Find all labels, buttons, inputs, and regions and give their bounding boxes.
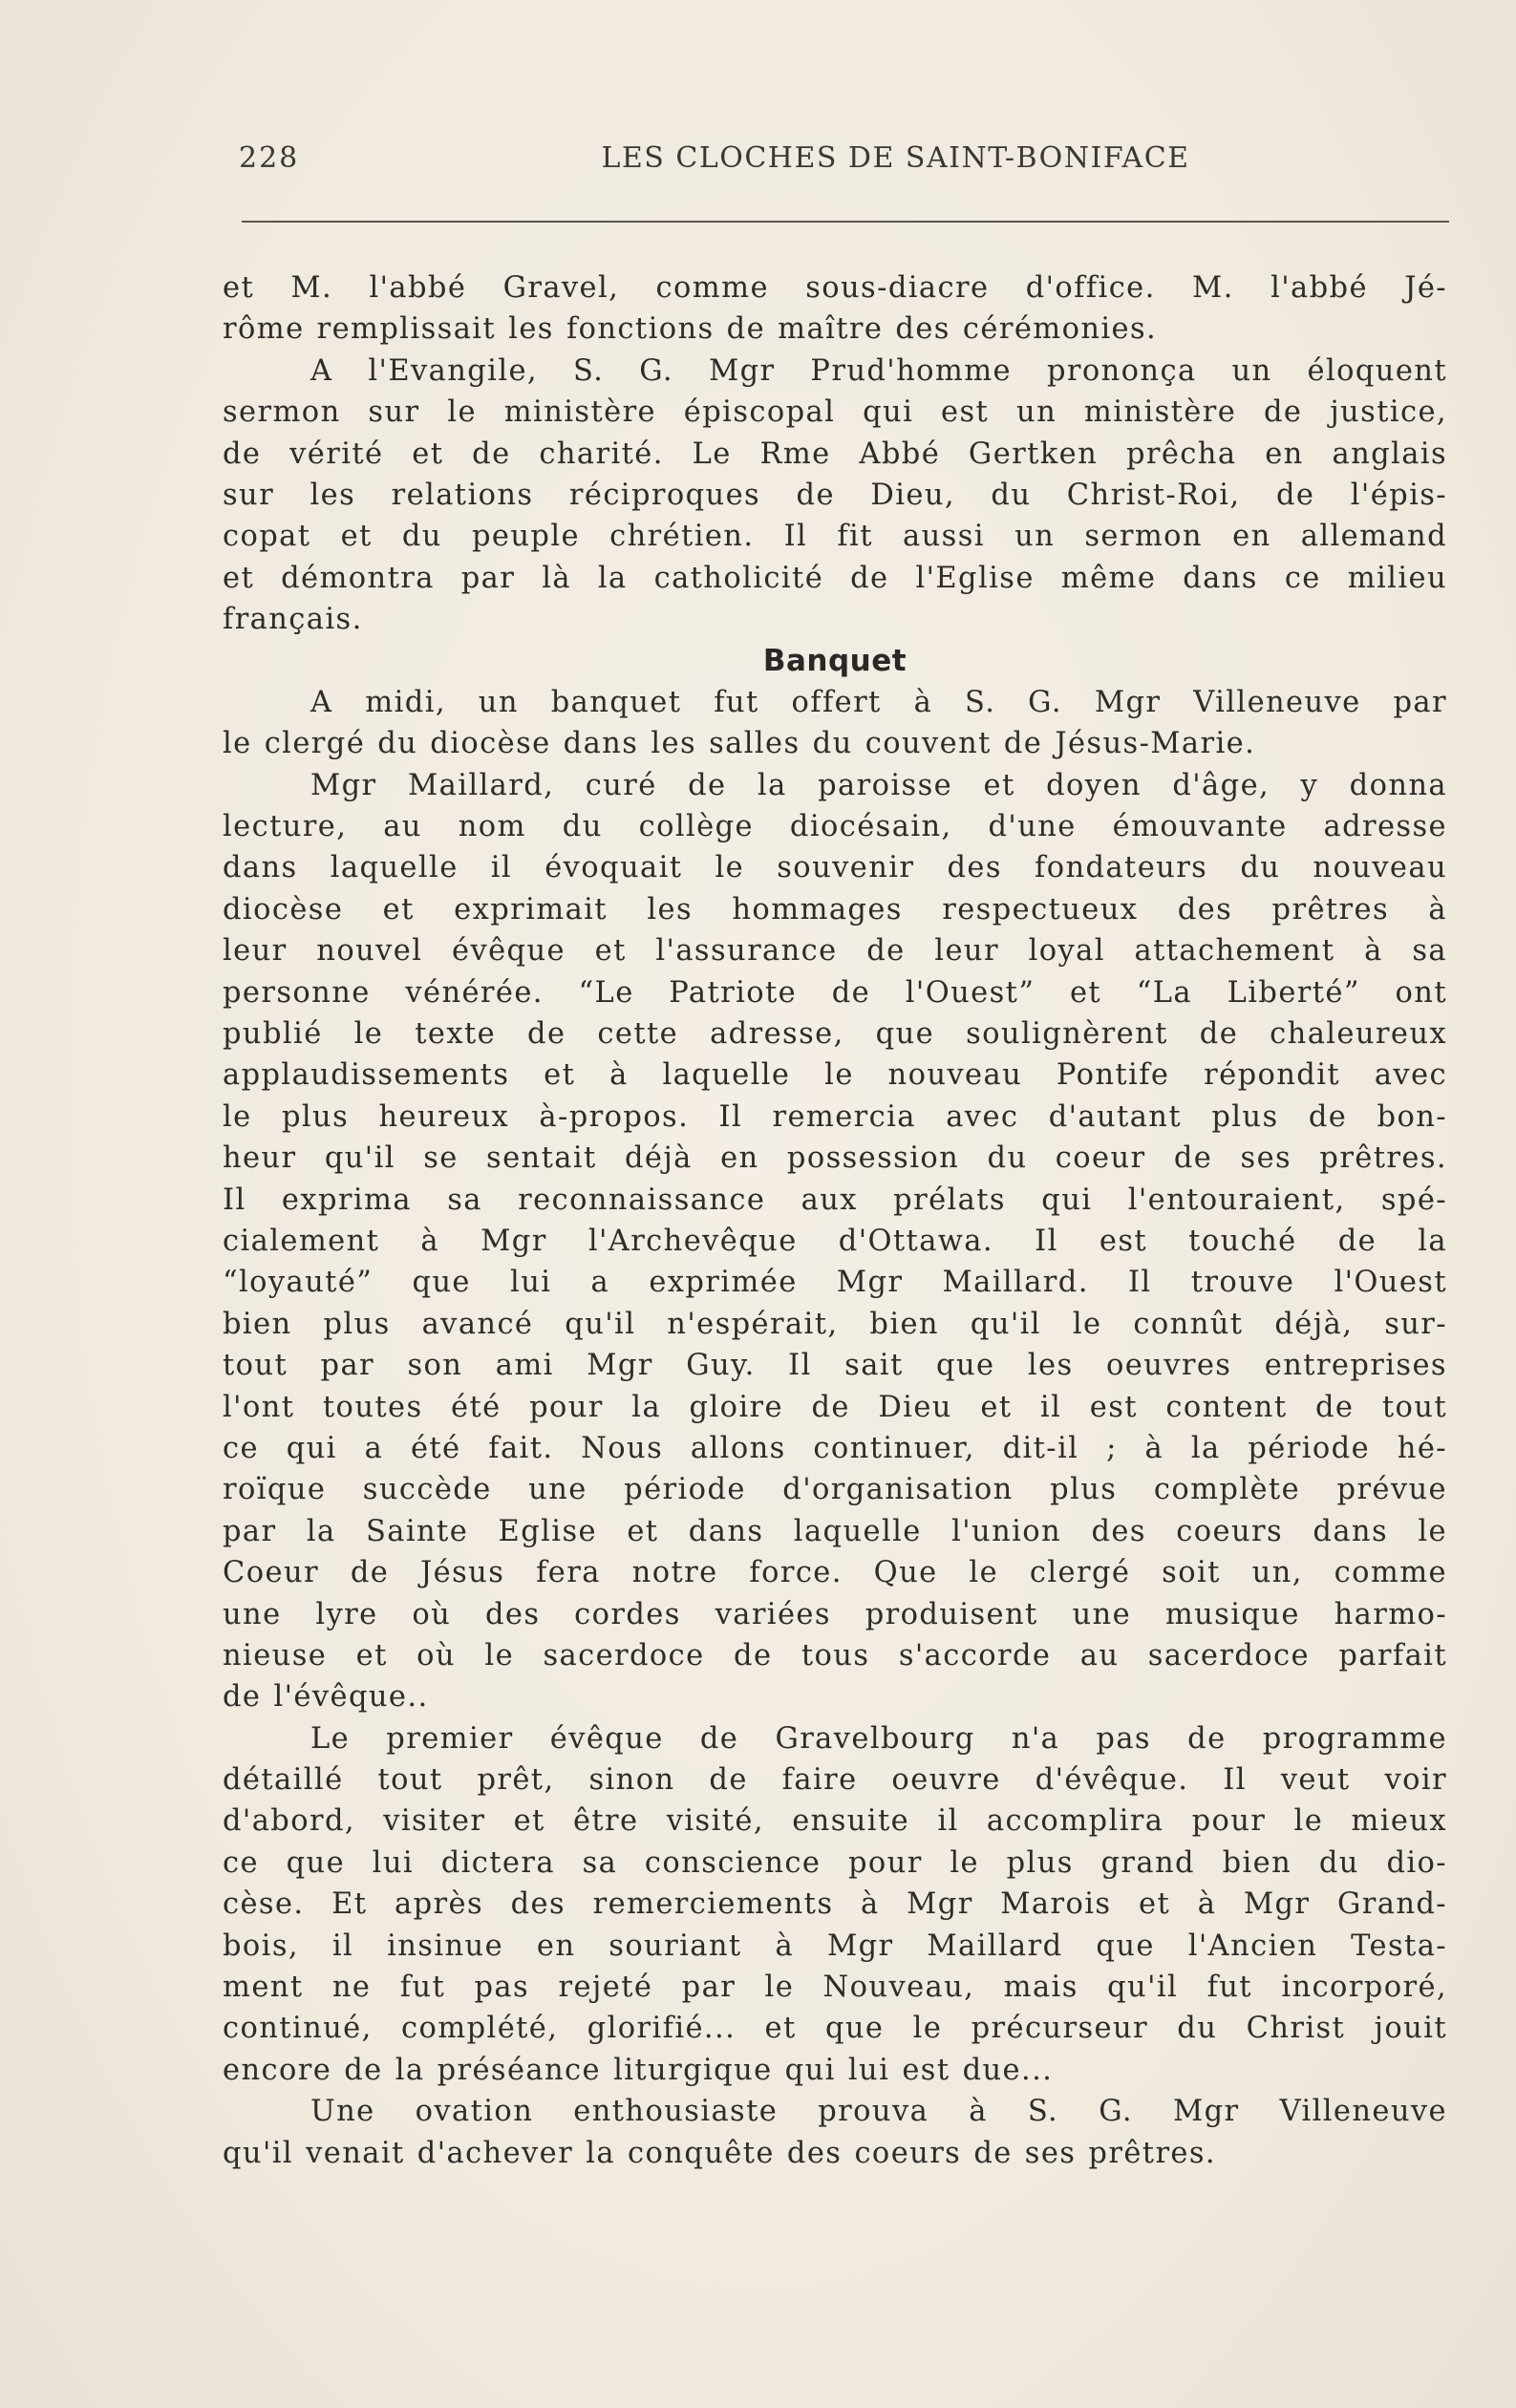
text-line: A l'Evangile, S. G. Mgr Prud'homme prononça un éloquent: [310, 353, 1447, 388]
text-line: l'ont toutes été pour la gloire de Dieu et il est content de tout: [223, 1390, 1447, 1424]
text-line: d'abord, visiter et être visité, ensuite il accomplira pour le mieux: [223, 1804, 1447, 1839]
text-line: “loyauté” que lui a exprimée Mgr Maillard. Il trouve l'Ouest: [223, 1266, 1447, 1300]
text-line: et M. l'abbé Gravel, comme sous-diacre d'office. M. l'abbé Jé-: [223, 271, 1447, 305]
text-line: bien plus avancé qu'il n'espérait, bien qu'il le connût déjà, sur-: [223, 1307, 1447, 1341]
header-rule: [242, 221, 1449, 223]
text-line: rôme remplissait les fonctions de maître des cérémonies.: [223, 312, 1158, 347]
text-line: ce que lui dictera sa conscience pour le plus grand bien du dio-: [223, 1845, 1447, 1880]
text-line: tout par son ami Mgr Guy. Il sait que les oeuvres entreprises: [223, 1349, 1447, 1383]
page-header: [239, 141, 1447, 185]
text-line: diocèse et exprimait les hommages respectueux des prêtres à: [223, 892, 1447, 927]
text-line: le plus heureux à-propos. Il remercia avec d'autant plus de bon-: [223, 1099, 1447, 1134]
text-line: roïque succède une période d'organisation plus complète prévue: [223, 1473, 1447, 1507]
paragraph: [223, 267, 1447, 351]
text-line: encore de la préséance liturgique qui lui est due...: [223, 2053, 1054, 2087]
text-line: lecture, au nom du collège diocésain, d'une émouvante adresse: [223, 810, 1447, 844]
paragraph: [223, 351, 1447, 641]
text-line: dans laquelle il évoquait le souvenir des fondateurs du nouveau: [223, 851, 1447, 885]
text-line: et démontra par là la catholicité de l'Eglise même dans ce milieu: [223, 561, 1447, 595]
text-line: continué, complété, glorifié... et que le précurseur du Christ jouit: [223, 2012, 1447, 2046]
text-line: Le premier évêque de Gravelbourg n'a pas de programme: [310, 1721, 1447, 1756]
text-line: détaillé tout prêt, sinon de faire oeuvre d'évêque. Il veut voir: [223, 1763, 1447, 1798]
text-line: de l'évêque..: [223, 1680, 429, 1715]
text-line: Mgr Maillard, curé de la paroisse et doyen d'âge, y donna: [310, 768, 1447, 802]
paragraph: [223, 2091, 1447, 2174]
body-text: [223, 267, 1447, 2174]
text-line: leur nouvel évêque et l'assurance de leur loyal attachement à sa: [223, 934, 1447, 969]
text-line: personne vénérée. “Le Patriote de l'Ouest” et “La Liberté” ont: [223, 975, 1447, 1010]
paragraph: [223, 682, 1447, 765]
text-line: applaudissements et à laquelle le nouveau Pontife répondit avec: [223, 1058, 1447, 1093]
text-line: heur qu'il se sentait déjà en possession du coeur de ses prêtres.: [223, 1141, 1447, 1176]
text-line: par la Sainte Eglise et dans laquelle l'union des coeurs dans le: [223, 1514, 1447, 1548]
section-heading: Banquet: [762, 643, 907, 678]
running-title: LES CLOCHES DE SAINT-BONIFACE: [601, 141, 1190, 175]
text-line: nieuse et où le sacerdoce de tous s'accorde au sacerdoce parfait: [223, 1638, 1447, 1673]
text-line: de vérité et de charité. Le Rme Abbé Gertken prêcha en anglais: [223, 437, 1447, 471]
paragraph: [223, 1718, 1447, 2092]
text-line: publié le texte de cette adresse, que soulignèrent de chaleureux: [223, 1017, 1447, 1052]
page-number: 228: [239, 141, 300, 175]
text-line: français.: [223, 603, 363, 637]
text-line: qu'il venait d'achever la conquête des coeurs de ses prêtres.: [223, 2136, 1217, 2170]
text-line: une lyre où des cordes variées produisent une musique harmo-: [223, 1597, 1447, 1631]
text-line: ment ne fut pas rejeté par le Nouveau, mais qu'il fut incorporé,: [223, 1971, 1447, 2005]
text-line: bois, il insinue en souriant à Mgr Maillard que l'Ancien Testa-: [223, 1929, 1447, 1963]
text-line: Une ovation enthousiaste prouva à S. G. Mgr Villeneuve: [310, 2095, 1447, 2129]
text-line: sur les relations réciproques de Dieu, du Christ-Roi, de l'épis-: [223, 478, 1447, 512]
text-line: cèse. Et après des remerciements à Mgr Marois et à Mgr Grand-: [223, 1887, 1447, 1922]
text-line: sermon sur le ministère épiscopal qui est un ministère de justice,: [223, 395, 1447, 430]
paragraph: [223, 765, 1447, 1718]
text-line: copat et du peuple chrétien. Il fit aussi un sermon en allemand: [223, 520, 1447, 554]
text-line: Il exprima sa reconnaissance aux prélats qui l'entouraient, spé-: [223, 1183, 1447, 1217]
text-line: cialement à Mgr l'Archevêque d'Ottawa. Il est touché de la: [223, 1224, 1447, 1258]
text-line: le clergé du diocèse dans les salles du couvent de Jésus-Marie.: [223, 727, 1256, 761]
text-line: A midi, un banquet fut offert à S. G. Mgr Villeneuve par: [310, 685, 1447, 719]
text-line: ce qui a été fait. Nous allons continuer, dit-il ; à la période hé-: [223, 1431, 1447, 1465]
text-line: Coeur de Jésus fera notre force. Que le clergé soit un, comme: [223, 1556, 1447, 1590]
